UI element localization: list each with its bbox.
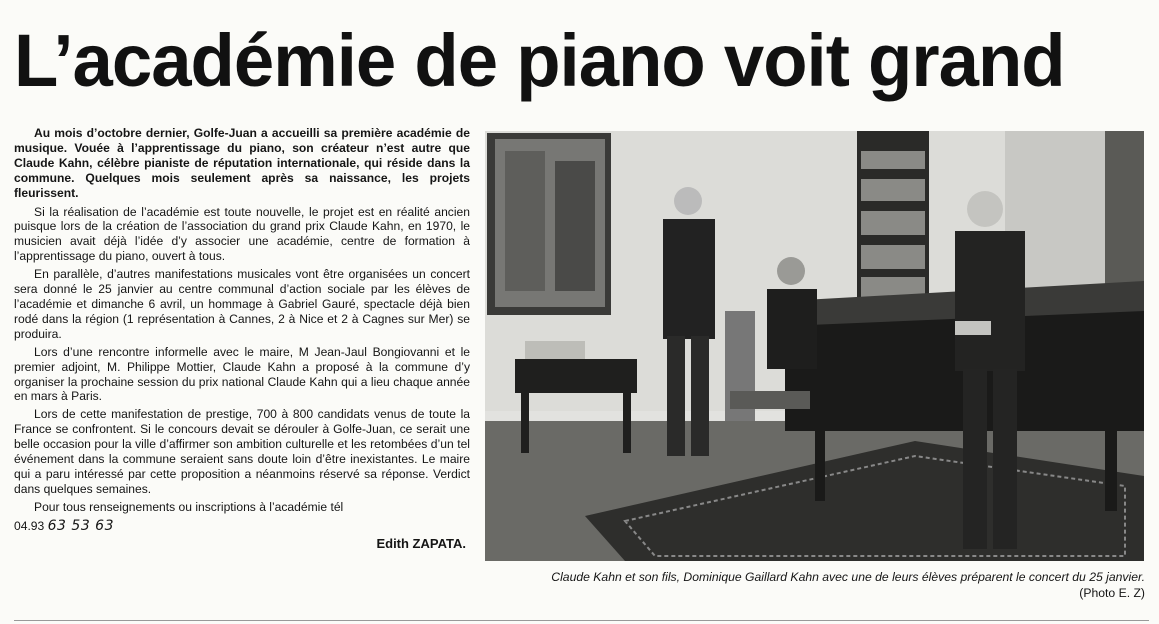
article-lead: Au mois d’octobre dernier, Golfe-Juan a accueilli sa première académie de musique. Vouée à l’apprentissage du piano, son créateur n’est autre que Claude Kahn, célèbre pianiste de réputation internationale, qui réside dans la commune. Quelques mois seulement après sa naissance, les projets fleurissent. <box>14 126 470 200</box>
headline: L’académie de piano voit grand <box>14 19 1065 102</box>
article-paragraph: Lors d’une rencontre informelle avec le maire, M Jean-Jaul Bongiovanni et le premier adjoint, M. Philippe Mottier, Claude Kahn a proposé à la commune d’y organiser la prochaine session du prix national Claude Kahn qui a lieu chaque année en mars à Paris. <box>14 344 470 404</box>
article-photo <box>485 131 1144 561</box>
photo-credit: (Photo E. Z) <box>1079 586 1145 600</box>
article-paragraph: Lors de cette manifestation de prestige, 700 à 800 candidats venus de toute la France se confrontent. Si le concours devait se dérouler à Golfe-Juan, ce serait une belle occasion pour la ville d’affirmer son ambition culturelle et les retombées d’un tel événement dans la commune seraient sans doute loin d’être inexistantes. Le maire qui a paru intéressé par cette proposition a néanmoins réservé sa réponse. Verdict dans quelques semaines. <box>14 407 470 496</box>
article-paragraph: En parallèle, d’autres manifestations musicales vont être organisées un concert sera donné le 25 janvier au centre communal d’action sociale par les élèves de l’académie et dimanche 6 avril, un hommage à Gabriel Gauré, spectacle déjà bien rodé dans la région (1 représentation à Cannes, 2 à Nice et 2 à Cagnes sur Mer) se produira. <box>14 267 470 341</box>
article-paragraph: Pour tous renseignements ou inscriptions à l’académie tél <box>34 499 344 514</box>
photo-illustration <box>485 131 1144 561</box>
phone-handwritten: 63 53 63 <box>47 517 114 534</box>
article-body <box>14 126 470 552</box>
phone-number <box>14 518 470 534</box>
article-paragraph: Si la réalisation de l’académie est toute nouvelle, le projet est en réalité ancien puisque lors de la création de l’association du grand prix Claude Kahn, en 1970, le musicien avait déjà l’idée d’y associer une académie, centre de formation à l’apprentissage du piano, ouvert à tous. <box>14 204 470 264</box>
photo-caption: Claude Kahn et son fils, Dominique Gaillard Kahn avec une de leurs élèves préparent le concert du 25 janvier. <box>551 570 1145 584</box>
byline: Edith ZAPATA. <box>376 535 466 551</box>
bottom-rule <box>14 620 1149 621</box>
phone-prefix: 04.93 <box>14 518 45 533</box>
